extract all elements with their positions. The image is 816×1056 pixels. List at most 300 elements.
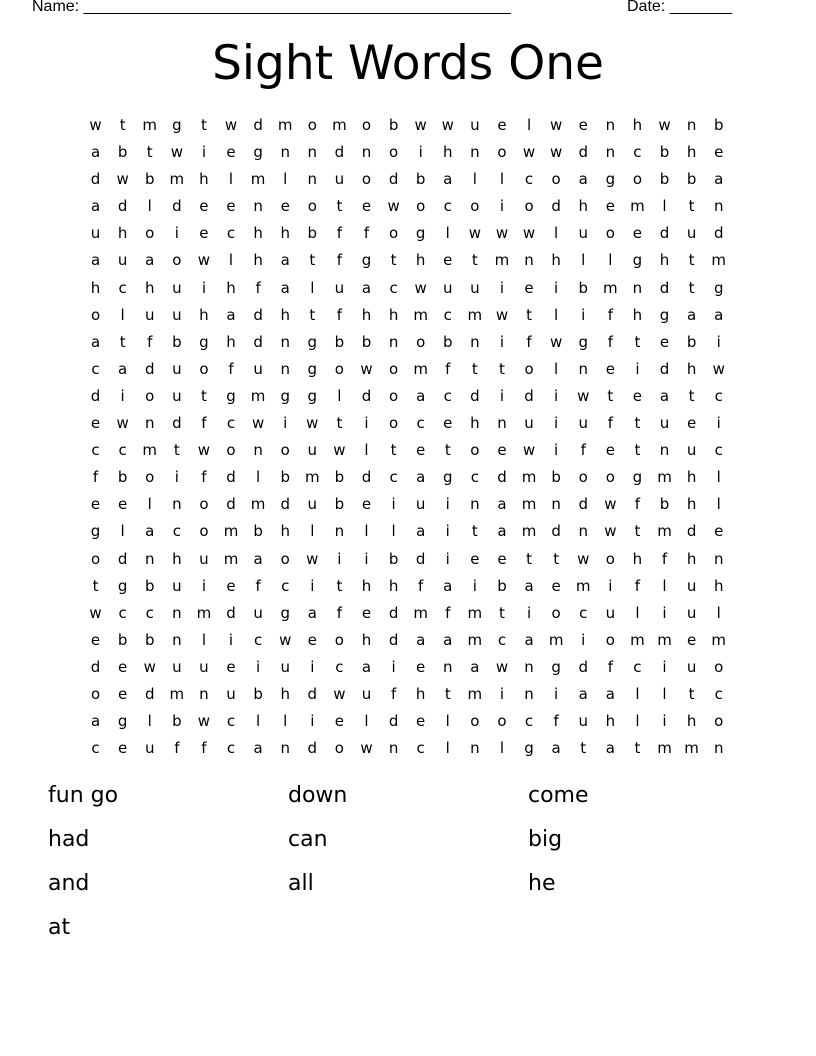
grid-letter: f: [607, 332, 613, 351]
grid-letter: c: [497, 630, 507, 649]
grid-letter: t: [444, 441, 451, 460]
grid-letter: g: [443, 468, 453, 487]
grid-letter: n: [713, 739, 724, 758]
grid-letter: c: [145, 603, 154, 622]
grid-letter: w: [360, 359, 373, 378]
grid-letter: u: [144, 305, 155, 324]
grid-letter: l: [445, 712, 450, 731]
grid-letter: a: [90, 251, 101, 270]
grid-letter: i: [120, 386, 125, 405]
grid-letter: i: [581, 630, 586, 649]
grid-letter: g: [632, 251, 643, 270]
grid-letter: w: [89, 116, 102, 134]
grid-letter: o: [605, 630, 615, 649]
grid-letter: o: [416, 332, 426, 351]
grid-letter: m: [250, 495, 266, 514]
grid-letter: a: [226, 305, 236, 324]
grid-letter: l: [662, 197, 667, 216]
grid-letter: b: [334, 495, 345, 514]
grid-letter: t: [553, 549, 560, 568]
grid-letter: o: [90, 549, 101, 568]
grid-letter: m: [467, 305, 483, 324]
grid-letter: f: [336, 224, 343, 243]
grid-letter: m: [142, 441, 158, 460]
grid-letter: b: [253, 684, 263, 703]
grid-letter: n: [307, 143, 318, 162]
grid-letter: o: [470, 441, 480, 460]
grid-letter: o: [226, 441, 236, 460]
grid-letter: t: [634, 739, 641, 758]
grid-letter: d: [361, 386, 372, 405]
grid-letter: a: [90, 332, 101, 351]
grid-letter: c: [226, 414, 236, 433]
grid-letter: n: [334, 522, 345, 541]
grid-letter: t: [444, 684, 451, 703]
grid-letter: n: [172, 603, 182, 622]
grid-letter: n: [605, 143, 616, 162]
grid-letter: i: [201, 278, 206, 297]
grid-letter: l: [526, 116, 532, 134]
grid-letter: f: [255, 278, 261, 297]
grid-letter: c: [253, 630, 263, 649]
grid-letter: e: [226, 657, 236, 676]
grid-letter: f: [661, 549, 668, 568]
grid-letter: a: [605, 684, 615, 703]
grid-letter: b: [334, 468, 345, 487]
grid-letter: i: [201, 143, 206, 162]
grid-letter: f: [336, 251, 343, 270]
grid-letter: d: [117, 197, 128, 216]
grid-letter: t: [499, 603, 505, 622]
grid-letter: t: [688, 197, 695, 216]
grid-letter: u: [199, 657, 209, 676]
grid-letter: a: [90, 712, 101, 731]
grid-letter: b: [144, 576, 155, 595]
grid-letter: l: [283, 170, 288, 189]
grid-letter: e: [199, 197, 209, 216]
grid-letter: i: [391, 495, 396, 514]
grid-letter: u: [172, 576, 182, 595]
grid-letter: h: [415, 251, 426, 270]
grid-letter: l: [635, 684, 640, 703]
grid-letter: m: [711, 251, 727, 270]
grid-letter: a: [524, 630, 534, 649]
grid-letter: m: [169, 684, 185, 703]
grid-letter: n: [280, 359, 290, 378]
grid-letter: e: [605, 197, 615, 216]
grid-letter: d: [388, 630, 399, 649]
grid-letter: o: [714, 657, 724, 676]
grid-letter: e: [416, 657, 426, 676]
grid-letter: h: [551, 251, 561, 270]
grid-letter: a: [416, 522, 426, 541]
grid-letter: f: [363, 224, 370, 243]
grid-letter: u: [172, 657, 182, 676]
grid-letter: u: [172, 359, 182, 378]
grid-letter: h: [686, 359, 697, 378]
grid-letter: l: [147, 495, 152, 514]
grid-letter: b: [117, 630, 128, 649]
grid-letter: b: [334, 332, 345, 351]
grid-letter: l: [716, 603, 721, 622]
grid-letter: f: [174, 739, 180, 758]
grid-letter: t: [336, 197, 343, 216]
grid-letter: d: [144, 684, 155, 703]
grid-letter: f: [580, 441, 586, 460]
grid-letter: n: [470, 495, 480, 514]
grid-letter: u: [686, 441, 697, 460]
grid-letter: w: [495, 224, 509, 243]
grid-letter: n: [497, 414, 507, 433]
grid-letter: m: [467, 603, 483, 622]
grid-letter: i: [499, 332, 505, 351]
grid-letter: a: [578, 170, 588, 189]
grid-letter: e: [90, 495, 101, 514]
grid-letter: o: [199, 495, 209, 514]
grid-letter: u: [334, 170, 345, 189]
grid-letter: a: [605, 739, 615, 758]
grid-letter: w: [306, 414, 319, 433]
grid-letter: u: [578, 414, 588, 433]
grid-letter: a: [416, 468, 426, 487]
grid-letter: o: [199, 359, 209, 378]
grid-letter: w: [604, 495, 617, 514]
grid-letter: i: [201, 576, 206, 595]
grid-letter: t: [688, 251, 695, 270]
grid-letter: w: [658, 116, 671, 134]
grid-letter: u: [686, 657, 697, 676]
grid-letter: e: [361, 197, 372, 216]
grid-letter: u: [117, 251, 128, 270]
grid-letter: m: [657, 739, 672, 758]
grid-letter: d: [253, 332, 263, 351]
grid-letter: w: [414, 116, 427, 134]
grid-letter: e: [524, 278, 534, 297]
grid-letter: i: [472, 576, 477, 595]
grid-letter: d: [253, 305, 263, 324]
grid-letter: e: [416, 441, 426, 460]
grid-letter: w: [577, 549, 590, 568]
grid-letter: g: [361, 251, 372, 270]
grid-letter: b: [361, 332, 372, 351]
grid-letter: g: [551, 657, 561, 676]
grid-letter: n: [470, 143, 480, 162]
grid-letter: c: [579, 603, 588, 622]
grid-letter: i: [228, 630, 234, 649]
grid-letter: a: [551, 739, 561, 758]
grid-letter: t: [309, 305, 316, 324]
grid-letter: i: [337, 549, 342, 568]
grid-letter: o: [578, 468, 588, 487]
grid-letter: g: [117, 576, 128, 595]
grid-letter: d: [470, 386, 480, 405]
grid-letter: n: [253, 197, 263, 216]
grid-letter: t: [200, 116, 207, 134]
grid-letter: i: [662, 657, 667, 676]
grid-letter: l: [120, 522, 125, 541]
grid-letter: g: [524, 739, 534, 758]
grid-letter: e: [578, 116, 588, 134]
word-item: fun go: [48, 783, 119, 808]
grid-letter: a: [90, 143, 101, 162]
grid-letter: n: [280, 143, 290, 162]
grid-letter: b: [578, 278, 588, 297]
grid-letter: i: [418, 143, 423, 162]
grid-letter: t: [688, 278, 695, 297]
grid-letter: u: [659, 414, 670, 433]
grid-letter: l: [499, 170, 505, 189]
grid-letter: o: [605, 224, 615, 243]
grid-letter: e: [443, 251, 453, 270]
grid-letter: o: [172, 251, 182, 270]
grid-letter: c: [633, 143, 642, 162]
grid-letter: f: [634, 576, 641, 595]
grid-letter: g: [307, 332, 318, 351]
grid-letter: n: [470, 739, 480, 758]
grid-letter: e: [118, 495, 128, 514]
grid-letter: c: [226, 712, 236, 731]
grid-letter: o: [470, 712, 480, 731]
grid-letter: o: [551, 170, 561, 189]
date-field-label: Date: _______: [627, 0, 732, 15]
grid-letter: w: [306, 549, 319, 568]
grid-letter: u: [524, 414, 534, 433]
grid-letter: w: [495, 305, 509, 324]
grid-letter: l: [283, 712, 288, 731]
grid-letter: t: [471, 522, 478, 541]
grid-letter: f: [607, 414, 613, 433]
grid-letter: c: [389, 468, 398, 487]
grid-letter: t: [607, 386, 614, 405]
grid-letter: h: [470, 414, 480, 433]
grid-letter: m: [169, 170, 185, 189]
grid-letter: w: [170, 143, 183, 162]
grid-letter: w: [197, 712, 211, 731]
grid-letter: i: [391, 657, 396, 676]
grid-letter: i: [581, 305, 586, 324]
grid-letter: i: [310, 657, 315, 676]
grid-letter: u: [578, 712, 588, 731]
grid-letter: t: [471, 359, 478, 378]
grid-letter: g: [226, 386, 236, 405]
grid-letter: e: [632, 386, 643, 405]
grid-letter: m: [684, 739, 699, 758]
grid-letter: u: [686, 224, 697, 243]
grid-letter: t: [119, 116, 126, 134]
grid-letter: n: [172, 630, 182, 649]
grid-letter: l: [310, 278, 315, 297]
grid-letter: m: [413, 359, 428, 378]
grid-letter: g: [280, 603, 290, 622]
grid-letter: d: [659, 278, 670, 297]
grid-letter: i: [445, 522, 450, 541]
grid-letter: t: [390, 441, 397, 460]
grid-letter: u: [172, 305, 182, 324]
grid-letter: c: [91, 359, 100, 378]
grid-letter: a: [443, 170, 453, 189]
grid-letter: m: [413, 305, 428, 324]
grid-letter: h: [659, 251, 670, 270]
word-search-grid: [82, 112, 732, 762]
grid-letter: d: [172, 197, 182, 216]
grid-letter: m: [630, 197, 645, 216]
grid-letter: h: [388, 576, 399, 595]
grid-letter: l: [364, 712, 369, 731]
grid-letter: i: [499, 386, 505, 405]
grid-letter: d: [90, 657, 101, 676]
grid-letter: f: [445, 603, 451, 622]
grid-letter: e: [686, 630, 697, 649]
grid-letter: b: [659, 495, 670, 514]
grid-letter: d: [334, 143, 345, 162]
grid-letter: g: [253, 143, 263, 162]
grid-letter: n: [388, 739, 399, 758]
grid-letter: h: [686, 549, 697, 568]
grid-letter: g: [632, 468, 643, 487]
grid-letter: t: [336, 576, 343, 595]
grid-letter: l: [445, 224, 450, 243]
grid-letter: o: [388, 359, 399, 378]
grid-letter: e: [714, 143, 724, 162]
grid-letter: d: [497, 468, 507, 487]
grid-letter: l: [120, 305, 125, 324]
grid-letter: c: [416, 739, 425, 758]
grid-letter: h: [361, 305, 372, 324]
grid-letter: b: [713, 116, 724, 134]
grid-letter: d: [226, 468, 236, 487]
grid-letter: f: [607, 657, 613, 676]
grid-letter: h: [280, 684, 290, 703]
grid-letter: m: [657, 522, 672, 541]
grid-letter: w: [550, 116, 563, 134]
grid-letter: o: [524, 359, 534, 378]
grid-letter: w: [197, 441, 211, 460]
grid-letter: i: [310, 576, 315, 595]
grid-letter: f: [201, 468, 207, 487]
grid-letter: d: [388, 712, 399, 731]
grid-letter: c: [416, 414, 425, 433]
grid-letter: e: [226, 197, 236, 216]
grid-letter: b: [388, 549, 399, 568]
grid-letter: t: [92, 576, 99, 595]
grid-letter: o: [524, 197, 534, 216]
grid-letter: c: [335, 657, 344, 676]
grid-letter: d: [388, 603, 399, 622]
grid-letter: a: [253, 549, 263, 568]
grid-letter: t: [119, 332, 126, 351]
grid-letter: m: [196, 603, 212, 622]
grid-letter: h: [117, 224, 128, 243]
grid-letter: b: [144, 630, 155, 649]
grid-letter: w: [116, 414, 129, 433]
grid-letter: t: [634, 441, 641, 460]
grid-letter: m: [521, 495, 537, 514]
grid-letter: i: [364, 549, 369, 568]
grid-letter: u: [199, 549, 209, 568]
grid-letter: m: [521, 522, 537, 541]
grid-letter: l: [581, 251, 586, 270]
grid-letter: g: [578, 332, 588, 351]
grid-letter: h: [632, 116, 643, 134]
grid-letter: w: [251, 414, 265, 433]
grid-letter: u: [470, 278, 480, 297]
grid-letter: t: [526, 549, 532, 568]
grid-letter: u: [90, 224, 101, 243]
grid-letter: b: [497, 576, 507, 595]
grid-letter: d: [307, 739, 318, 758]
grid-letter: h: [280, 305, 290, 324]
grid-letter: u: [280, 657, 290, 676]
grid-letter: o: [388, 143, 399, 162]
grid-letter: a: [470, 657, 480, 676]
grid-letter: n: [361, 143, 372, 162]
grid-letter: o: [199, 522, 209, 541]
grid-letter: e: [686, 414, 697, 433]
grid-letter: l: [256, 712, 261, 731]
grid-letter: m: [304, 468, 320, 487]
grid-letter: n: [713, 549, 724, 568]
grid-letter: t: [526, 305, 532, 324]
grid-letter: o: [145, 224, 155, 243]
grid-letter: o: [145, 386, 155, 405]
grid-letter: w: [577, 386, 590, 405]
grid-letter: o: [90, 684, 101, 703]
grid-letter: d: [280, 495, 290, 514]
grid-letter: i: [499, 197, 505, 216]
grid-letter: o: [388, 386, 399, 405]
grid-letter: a: [443, 576, 453, 595]
grid-letter: t: [200, 386, 207, 405]
grid-letter: h: [361, 630, 372, 649]
grid-letter: n: [713, 197, 724, 216]
grid-letter: o: [632, 170, 643, 189]
grid-letter: e: [226, 576, 236, 595]
grid-letter: a: [524, 576, 534, 595]
grid-letter: o: [307, 116, 317, 134]
grid-letter: u: [443, 278, 453, 297]
grid-letter: f: [201, 739, 207, 758]
grid-letter: l: [662, 576, 667, 595]
grid-letter: b: [144, 170, 155, 189]
grid-letter: l: [310, 522, 315, 541]
grid-letter: b: [443, 332, 453, 351]
grid-letter: m: [277, 116, 293, 134]
grid-letter: e: [443, 414, 453, 433]
grid-letter: l: [391, 522, 396, 541]
grid-letter: d: [307, 684, 318, 703]
grid-letter: d: [361, 468, 372, 487]
grid-letter: d: [90, 170, 101, 189]
grid-letter: w: [550, 143, 563, 162]
grid-letter: b: [172, 712, 182, 731]
grid-letter: a: [497, 522, 507, 541]
grid-letter: h: [280, 522, 290, 541]
grid-letter: u: [226, 684, 236, 703]
grid-letter: a: [443, 630, 453, 649]
grid-letter: i: [445, 495, 450, 514]
grid-letter: b: [253, 522, 263, 541]
grid-letter: u: [578, 224, 588, 243]
grid-letter: t: [688, 386, 695, 405]
grid-letter: w: [495, 657, 509, 676]
grid-letter: i: [608, 576, 613, 595]
grid-letter: l: [256, 468, 261, 487]
grid-letter: l: [608, 251, 613, 270]
grid-letter: m: [548, 630, 564, 649]
grid-letter: m: [250, 170, 266, 189]
grid-letter: h: [226, 278, 236, 297]
grid-letter: c: [226, 739, 236, 758]
